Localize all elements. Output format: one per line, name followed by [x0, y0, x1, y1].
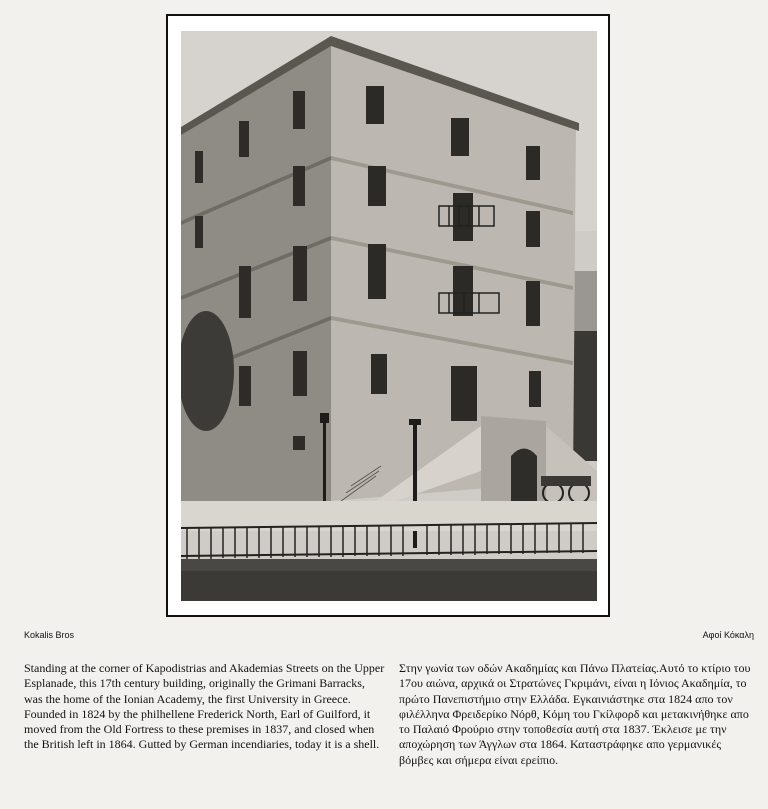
building-photo — [181, 31, 597, 601]
caption-greek: Στην γωνία των οδών Ακαδημίας και Πάνω Πλατείας.Αυτό το κτίριο του 17ου αιώνα, αρχικά οι Στρατώνες Γκριμάνι, είναι η Ιόνιος Ακαδημία, το πρώτο Πανεπιστήμιο στην Ελλάδα. Εγκαινιάστηκε στα 1824 απο τον φιλέλληνα Φρειδερίκο Νόρθ, Κόμη του Γκίλφορδ και μετακινήθηκε απο το Παλαιό Φρούριο στην τοποθεσία αυτή στα 1837. Έκλεισε με την αποχώρηση των Άγγλων στα 1864. Καταστράφηκε απο γερμανικές βόμβες και σήμερα είναι ερείπιο. — [399, 661, 751, 767]
photo-credit-left: Kokalis Bros — [24, 630, 75, 640]
photo-credit-right: Αφοί Κόκαλη — [702, 630, 754, 640]
caption-english: Standing at the corner of Kapodistrias and Akademias Streets on the Upper Esplanade, this 17th century building, originally the Grimani Barracks, was the home of the Ionian Academy, the first University in Greece. Founded in 1824 by the philhellene Frederick North, Earl of Guilford, it moved from the Old Fortress to these premises in 1837, and closed when the British left in 1864. Gutted by German incendiaries, today it is a shell. — [24, 661, 385, 752]
